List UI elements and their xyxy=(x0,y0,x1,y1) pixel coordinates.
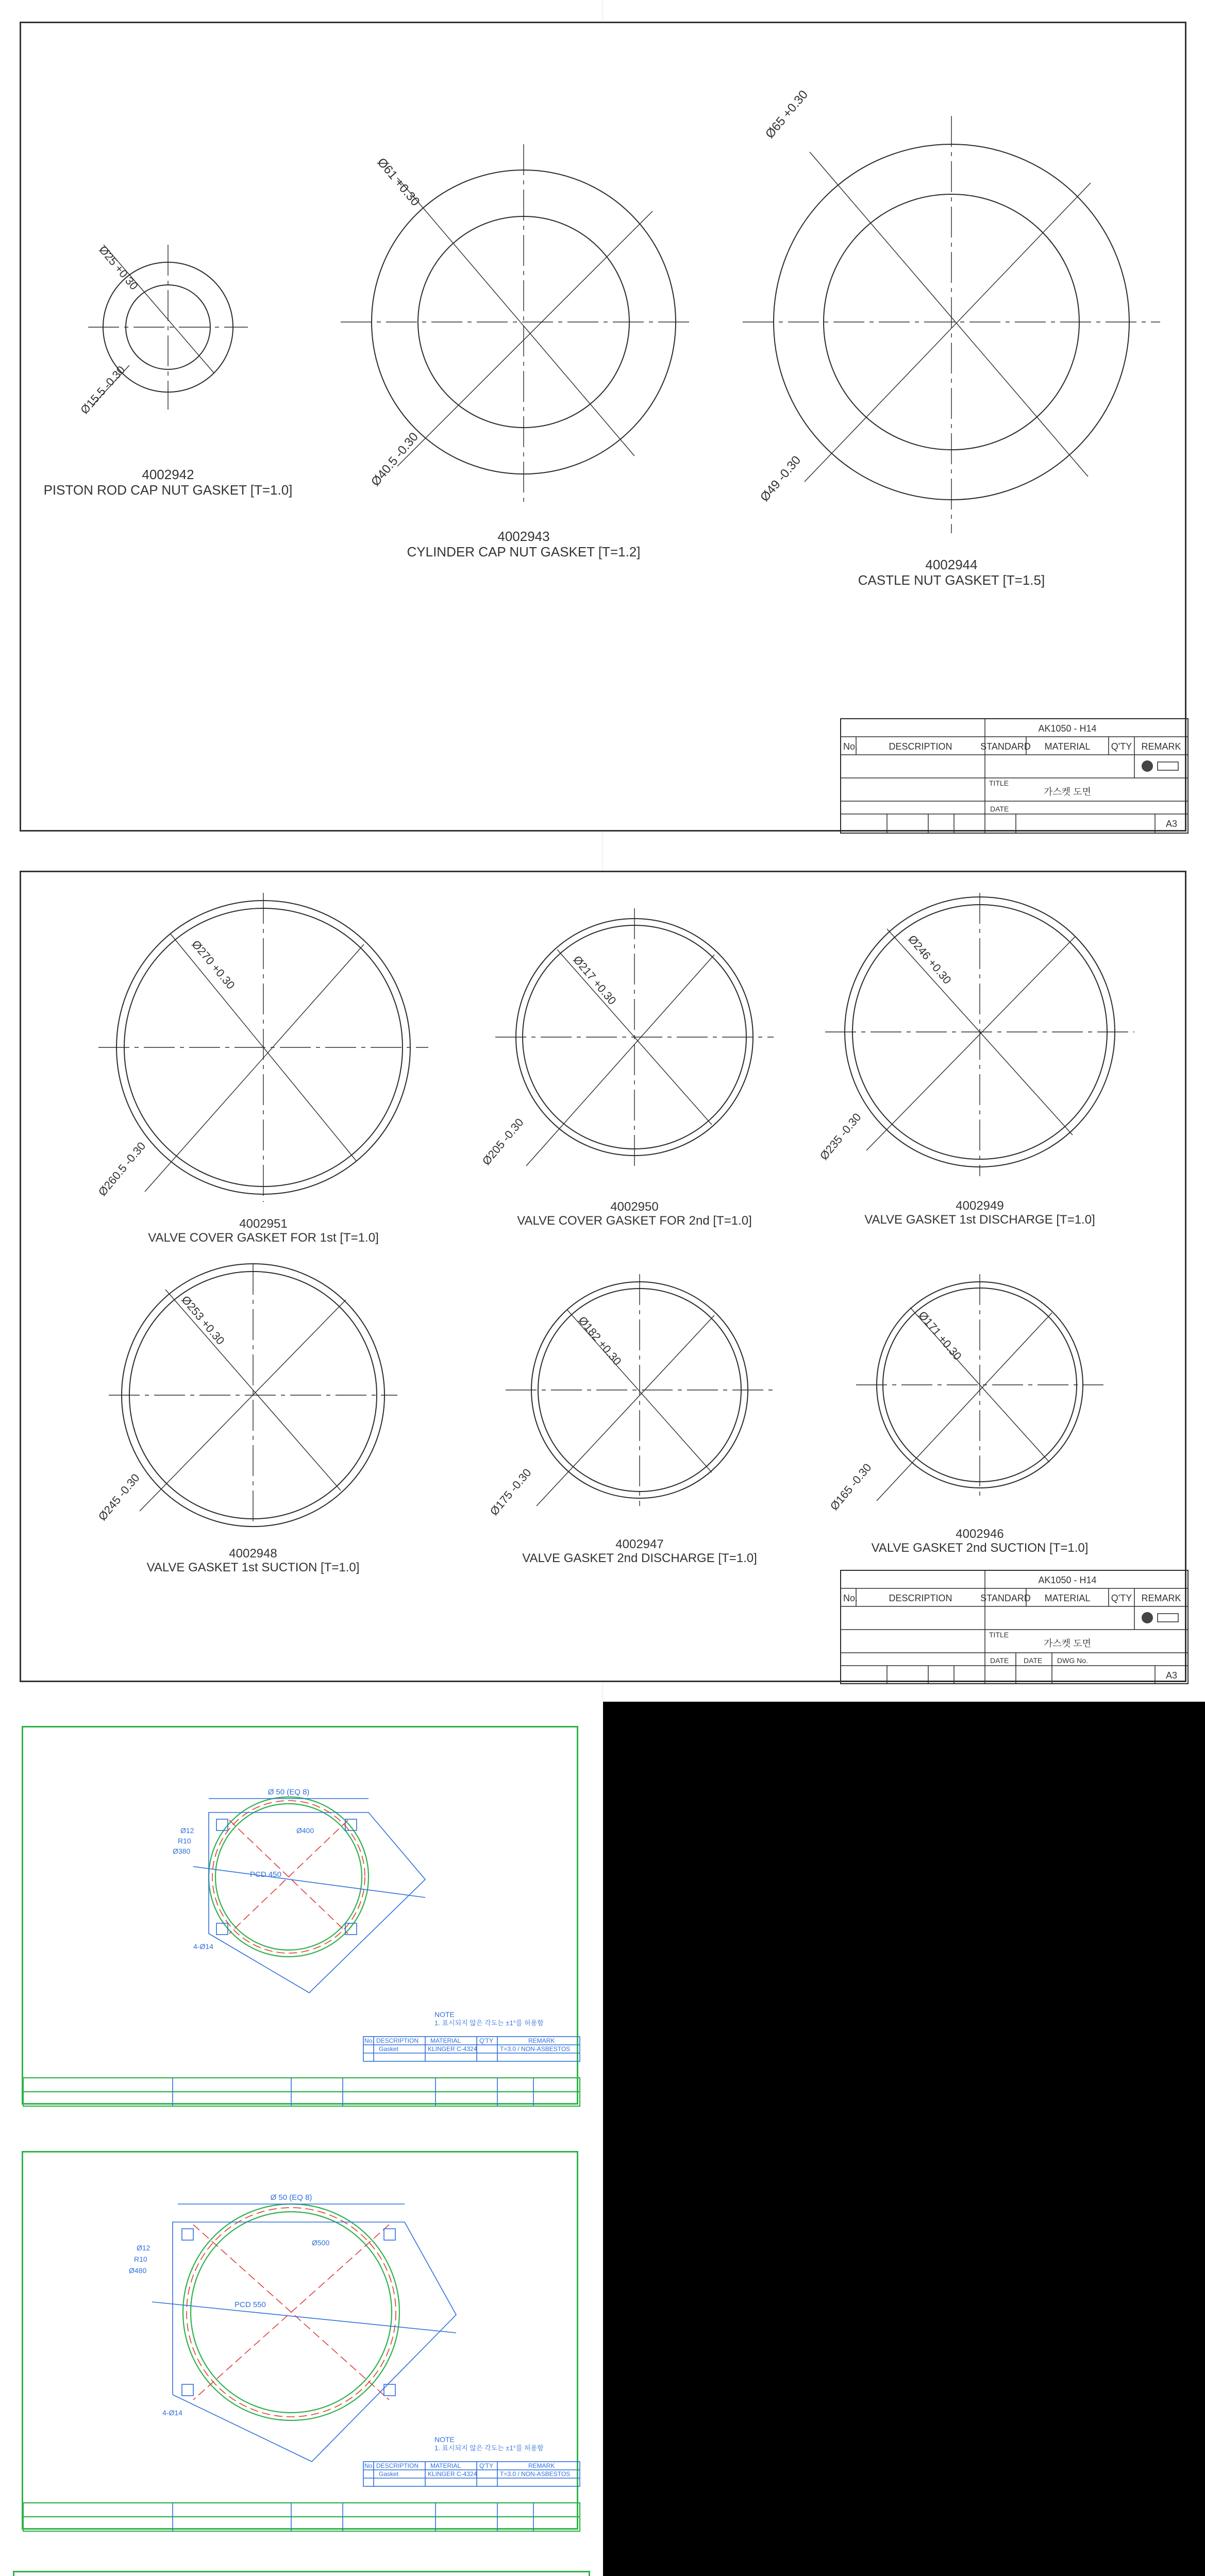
tb2-title-value: 가스켓 도면 xyxy=(1044,1638,1091,1649)
part-code-4002944: 4002944 xyxy=(925,557,978,572)
s3-bom-mat: KLINGER C-4324 xyxy=(428,2045,477,2053)
s3-bom-table xyxy=(363,2037,580,2061)
s4-bom-no: No. xyxy=(364,2462,374,2469)
part-code-4002950: 4002950 xyxy=(610,1200,659,1214)
gasket-4002942 xyxy=(44,243,293,498)
sheet-5-canvas xyxy=(14,2572,592,2576)
part-name-4002951: VALVE COVER GASKET FOR 1st [T=1.0] xyxy=(148,1231,379,1245)
tb2-date: DATE xyxy=(990,1656,1009,1665)
gasket-4002950 xyxy=(480,908,774,1228)
s3-bom-no: No. xyxy=(364,2037,374,2044)
drawing-sheet-3 xyxy=(22,1726,578,2105)
part-name-4002949: VALVE GASKET 1st DISCHARGE [T=1.0] xyxy=(864,1213,1095,1227)
s4-bom-qty: Q'TY xyxy=(479,2462,493,2469)
dim-inner-4002951: Ø260.5 -0.30 xyxy=(95,1139,148,1199)
dim-inner-4002949: Ø235 -0.30 xyxy=(817,1110,864,1163)
dim-outer-4002949: Ø246 +0.30 xyxy=(906,933,954,987)
part-name-4002947: VALVE GASKET 2nd DISCHARGE [T=1.0] xyxy=(522,1551,757,1565)
s4-bom-rem: T=3.0 / NON-ASBESTOS xyxy=(500,2470,571,2478)
s3-bom-material: MATERIAL xyxy=(430,2037,461,2044)
part-code-4002943: 4002943 xyxy=(497,529,550,544)
s3-label-4: Ø400 xyxy=(296,1826,314,1835)
tb2-description: DESCRIPTION xyxy=(889,1593,952,1603)
dim-outer-4002946: Ø171 +0.30 xyxy=(916,1309,964,1363)
dim-outer-4002944: Ø65 +0.30 xyxy=(762,88,811,141)
s4-note: NOTE xyxy=(434,2435,455,2444)
tb1-material: MATERIAL xyxy=(1044,741,1091,752)
sheet-2-canvas xyxy=(21,872,1188,1684)
s4-label-1: Ø12 xyxy=(137,2244,150,2252)
tb2-dwg: DWG No. xyxy=(1057,1656,1088,1665)
s4-bom-description: DESCRIPTION xyxy=(376,2462,419,2469)
part-code-4002949: 4002949 xyxy=(956,1199,1004,1213)
drawing-sheet-4 xyxy=(22,2151,578,2530)
drawing-sheet-2 xyxy=(20,871,1186,1682)
s3-dim-top: Ø 50 (EQ 8) xyxy=(267,1788,310,1797)
dim-outer-4002948: Ø253 +0.30 xyxy=(179,1293,227,1347)
drawing-sheet-1 xyxy=(20,22,1186,832)
dim-outer-4002947: Ø182 +0.30 xyxy=(576,1314,624,1368)
s4-dim-pcd: PCD 550 xyxy=(235,2300,266,2309)
dim-inner-4002942: Ø15.5 -0.30 xyxy=(78,363,128,417)
gasket-4002943 xyxy=(341,144,691,560)
s3-note: NOTE xyxy=(434,2010,455,2019)
s4-label-3: Ø480 xyxy=(129,2266,147,2275)
s4-bom-table xyxy=(363,2462,580,2486)
s3-bom-description: DESCRIPTION xyxy=(376,2037,419,2044)
tb2-title-label: TITLE xyxy=(989,1631,1009,1639)
dim-inner-4002948: Ø245 -0.30 xyxy=(95,1471,142,1523)
tb1-no: No. xyxy=(843,741,858,752)
dim-inner-4002950: Ø205 -0.30 xyxy=(479,1115,526,1168)
part-name-4002946: VALVE GASKET 2nd SUCTION [T=1.0] xyxy=(871,1541,1089,1555)
part-code-4002946: 4002946 xyxy=(956,1527,1004,1541)
sheet-3-canvas xyxy=(23,1727,580,2106)
tb1-qty: Q'TY xyxy=(1111,741,1132,752)
gasket-4002947 xyxy=(488,1274,774,1565)
dim-outer-4002943: Ø61 +0.30 xyxy=(374,155,423,209)
s3-label-1: Ø12 xyxy=(180,1826,194,1835)
s4-dim-top: Ø 50 (EQ 8) xyxy=(270,2193,312,2202)
empty-black-region xyxy=(603,1702,1205,2576)
s4-title-strip xyxy=(23,2503,580,2531)
tb2-size: A3 xyxy=(1165,1670,1178,1681)
tb2-qty: Q'TY xyxy=(1111,1593,1132,1603)
s4-label-2: R10 xyxy=(134,2255,147,2263)
s3-bom-item: Gasket xyxy=(379,2045,399,2053)
gasket-4002951 xyxy=(96,893,428,1245)
flange-gasket-round xyxy=(173,1788,425,1993)
title-block-1 xyxy=(841,719,1188,833)
tb1-title-label: TITLE xyxy=(989,779,1009,787)
tb1-date: DATE xyxy=(990,805,1009,813)
tb1-project: AK1050 - H14 xyxy=(1038,723,1097,734)
s4-note-line: 1. 표시되지 않은 각도는 ±1°를 허용함 xyxy=(434,2444,544,2452)
gasket-4002948 xyxy=(96,1264,397,1574)
tb2-material: MATERIAL xyxy=(1044,1593,1091,1603)
s3-bom-remark: REMARK xyxy=(528,2037,555,2044)
tb2-drawn: DATE xyxy=(1024,1656,1043,1665)
tb2-no: No. xyxy=(843,1593,858,1603)
dim-inner-4002947: Ø175 -0.30 xyxy=(487,1466,534,1518)
tb1-title-value: 가스켓 도면 xyxy=(1044,787,1091,797)
drawing-sheet-5 xyxy=(13,2571,590,2576)
tb2-remark: REMARK xyxy=(1141,1593,1181,1603)
s3-label-5: 4-Ø14 xyxy=(193,1942,213,1951)
part-name-4002942: PISTON ROD CAP NUT GASKET [T=1.0] xyxy=(43,482,293,498)
s3-dim-pcd: PCD 450 xyxy=(250,1870,281,1879)
tb1-standard: STANDARD xyxy=(980,741,1031,752)
dim-outer-4002950: Ø217 +0.30 xyxy=(571,953,619,1007)
s4-bom-item: Gasket xyxy=(379,2470,399,2478)
part-name-4002943: CYLINDER CAP NUT GASKET [T=1.2] xyxy=(407,544,641,560)
s3-label-3: Ø380 xyxy=(173,1847,191,1855)
part-code-4002948: 4002948 xyxy=(229,1547,277,1561)
projection-symbol-icon xyxy=(1142,760,1153,772)
tb2-standard: STANDARD xyxy=(980,1593,1031,1603)
s3-note-line: 1. 표시되지 않은 각도는 ±1°를 허용함 xyxy=(434,2019,544,2027)
s3-bom-qty: Q'TY xyxy=(479,2037,493,2044)
s4-label-4: Ø500 xyxy=(312,2239,330,2247)
part-code-4002942: 4002942 xyxy=(142,467,194,482)
dim-outer-4002942: Ø25 +0.30 xyxy=(96,243,141,293)
dim-outer-4002951: Ø270 +0.30 xyxy=(189,938,238,992)
dim-inner-4002946: Ø165 -0.30 xyxy=(827,1461,874,1513)
flange-gasket-round-large xyxy=(129,2193,456,2462)
title-block-2 xyxy=(841,1570,1188,1684)
gasket-4002944 xyxy=(743,88,1160,588)
sheet-4-canvas xyxy=(23,2153,580,2531)
dim-inner-4002943: Ø40.5 -0.30 xyxy=(368,430,422,489)
tb2-project: AK1050 - H14 xyxy=(1038,1575,1097,1585)
part-code-4002947: 4002947 xyxy=(615,1537,664,1551)
tb1-description: DESCRIPTION xyxy=(889,741,952,752)
s3-label-2: R10 xyxy=(178,1837,191,1845)
s3-title-strip xyxy=(23,2078,580,2106)
s4-label-5: 4-Ø14 xyxy=(162,2409,182,2417)
gasket-4002949 xyxy=(817,893,1134,1227)
dim-inner-4002944: Ø49 -0.30 xyxy=(757,453,804,504)
gasket-4002946 xyxy=(828,1274,1103,1555)
projection-symbol-icon xyxy=(1142,1612,1153,1623)
part-name-4002948: VALVE GASKET 1st SUCTION [T=1.0] xyxy=(146,1561,360,1574)
part-name-4002950: VALVE COVER GASKET FOR 2nd [T=1.0] xyxy=(517,1214,752,1228)
tb1-remark: REMARK xyxy=(1141,741,1181,752)
tb1-size: A3 xyxy=(1165,819,1178,829)
s4-bom-remark: REMARK xyxy=(528,2462,555,2469)
sheet-1-canvas xyxy=(21,23,1188,833)
s4-bom-mat: KLINGER C-4324 xyxy=(428,2470,477,2478)
part-code-4002951: 4002951 xyxy=(239,1217,288,1231)
s3-bom-rem: T=3.0 / NON-ASBESTOS xyxy=(500,2045,571,2053)
part-name-4002944: CASTLE NUT GASKET [T=1.5] xyxy=(858,572,1045,588)
s4-bom-material: MATERIAL xyxy=(430,2462,461,2469)
